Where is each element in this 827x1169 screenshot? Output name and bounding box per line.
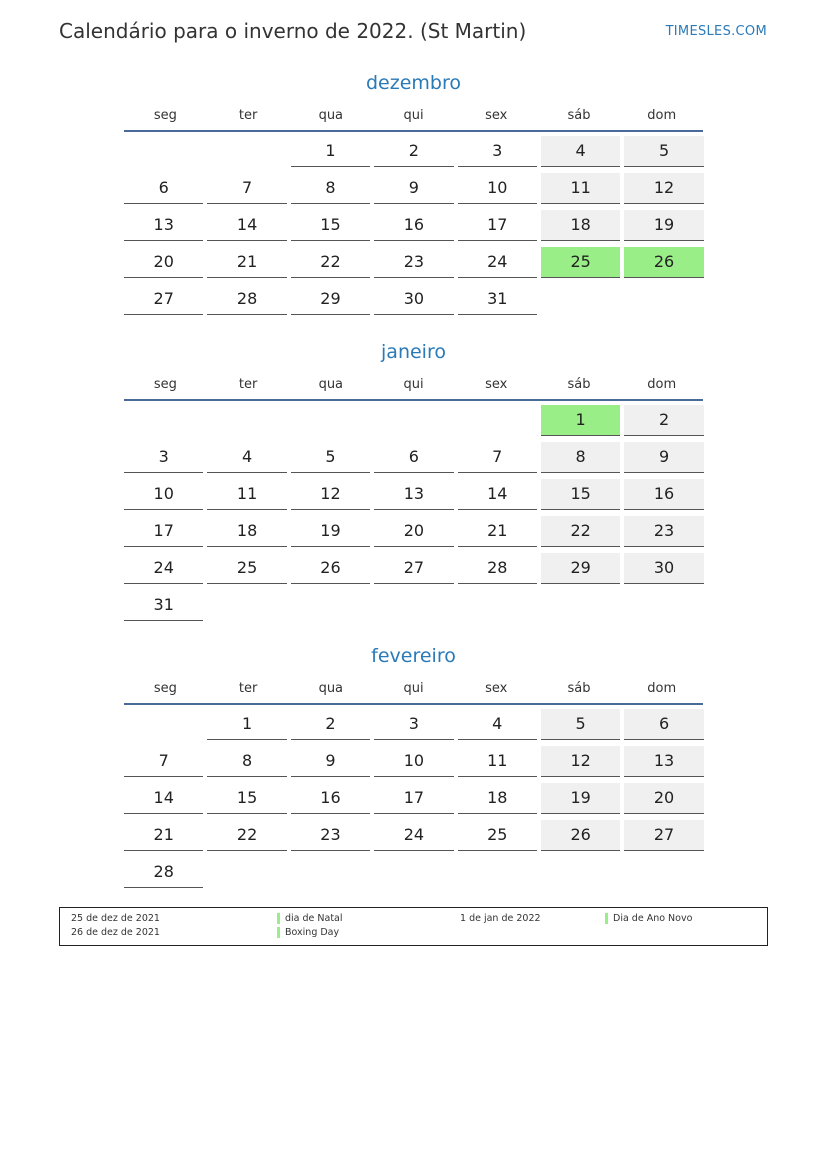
day-cell: 3 (124, 442, 203, 473)
legend-date: 1 de jan de 2022 (460, 913, 541, 924)
day-cell: 2 (291, 709, 370, 740)
day-cell: 22 (291, 247, 370, 278)
holiday-color-mark (277, 913, 280, 924)
day-cell: 16 (291, 783, 370, 814)
day-cell: 29 (291, 284, 370, 315)
day-cell: 13 (624, 746, 703, 777)
month-january (124, 337, 703, 621)
weekday-label: sex (485, 376, 508, 392)
weekday-label: qua (318, 107, 344, 123)
empty-cell (291, 405, 370, 435)
empty-cell (458, 405, 537, 435)
day-cell: 15 (207, 783, 286, 814)
day-cell: 11 (541, 173, 620, 204)
month-february (124, 641, 703, 888)
day-cell: 12 (541, 746, 620, 777)
day-cell: 23 (624, 516, 703, 547)
legend-date: 25 de dez de 2021 (71, 913, 160, 924)
day-cell: 4 (458, 709, 537, 740)
day-cell: 12 (624, 173, 703, 204)
weekday-label: qua (318, 376, 344, 392)
day-cell: 25 (207, 553, 286, 584)
weekday-header (124, 100, 703, 132)
day-cell: 8 (207, 746, 286, 777)
day-cell: 22 (541, 516, 620, 547)
day-cell: 31 (458, 284, 537, 315)
day-cell: 1 (291, 136, 370, 167)
day-cell: 21 (458, 516, 537, 547)
weekday-label: qui (403, 680, 424, 696)
weekday-label: sex (485, 680, 508, 696)
weekday-label: seg (153, 107, 177, 123)
weekday-header (124, 673, 703, 705)
legend-date: 26 de dez de 2021 (71, 927, 160, 938)
weekday-label: sáb (567, 376, 591, 392)
holiday-color-mark (277, 927, 280, 938)
day-cell: 15 (541, 479, 620, 510)
day-cell: 10 (124, 479, 203, 510)
legend-holiday-name: dia de Natal (285, 913, 343, 924)
weekday-label: sáb (567, 107, 591, 123)
day-cell: 16 (374, 210, 453, 241)
day-cell: 1 (541, 405, 620, 436)
page-title: Calendário para o inverno de 2022. (St Martin) (59, 19, 527, 43)
day-cell: 29 (541, 553, 620, 584)
legend-holiday-name: Dia de Ano Novo (613, 913, 693, 924)
weekday-label: ter (238, 107, 258, 123)
day-cell: 17 (124, 516, 203, 547)
day-grid (124, 405, 703, 621)
day-cell: 26 (291, 553, 370, 584)
weekday-label: dom (647, 376, 677, 392)
day-cell: 3 (374, 709, 453, 740)
day-cell: 22 (207, 820, 286, 851)
empty-cell (124, 405, 203, 435)
day-cell: 6 (374, 442, 453, 473)
empty-cell (207, 136, 286, 166)
day-cell: 13 (374, 479, 453, 510)
day-cell: 30 (624, 553, 703, 584)
day-cell: 9 (374, 173, 453, 204)
day-cell: 23 (291, 820, 370, 851)
day-cell: 8 (291, 173, 370, 204)
day-cell: 7 (207, 173, 286, 204)
day-cell: 11 (207, 479, 286, 510)
day-cell: 28 (458, 553, 537, 584)
day-cell: 10 (374, 746, 453, 777)
day-cell: 21 (124, 820, 203, 851)
day-cell: 27 (124, 284, 203, 315)
weekday-label: seg (153, 376, 177, 392)
day-cell: 17 (458, 210, 537, 241)
day-cell: 1 (207, 709, 286, 740)
weekday-label: sáb (567, 680, 591, 696)
month-name: dezembro (366, 72, 461, 94)
day-grid (124, 709, 703, 888)
weekday-label: qui (403, 376, 424, 392)
month-name: janeiro (381, 341, 446, 363)
day-cell: 18 (207, 516, 286, 547)
day-cell: 16 (624, 479, 703, 510)
day-cell: 19 (541, 783, 620, 814)
weekday-label: qui (403, 107, 424, 123)
day-cell: 4 (207, 442, 286, 473)
day-cell: 17 (374, 783, 453, 814)
day-cell: 4 (541, 136, 620, 167)
day-cell: 26 (541, 820, 620, 851)
weekday-label: ter (238, 376, 258, 392)
weekday-label: ter (238, 680, 258, 696)
day-cell: 23 (374, 247, 453, 278)
brand-link[interactable]: TIMESLES.COM (665, 24, 767, 39)
day-cell: 6 (124, 173, 203, 204)
weekday-label: dom (647, 107, 677, 123)
day-cell: 20 (124, 247, 203, 278)
day-cell: 2 (374, 136, 453, 167)
weekday-label: seg (153, 680, 177, 696)
day-cell: 11 (458, 746, 537, 777)
month-name: fevereiro (371, 645, 456, 667)
day-cell: 15 (291, 210, 370, 241)
day-cell: 19 (291, 516, 370, 547)
day-cell: 10 (458, 173, 537, 204)
day-cell: 21 (207, 247, 286, 278)
day-cell: 20 (374, 516, 453, 547)
legend-holiday-name: Boxing Day (285, 927, 340, 938)
day-cell: 7 (124, 746, 203, 777)
day-cell: 26 (624, 247, 703, 278)
day-cell: 7 (458, 442, 537, 473)
day-cell: 27 (624, 820, 703, 851)
day-cell: 18 (458, 783, 537, 814)
day-cell: 28 (124, 857, 203, 888)
day-cell: 25 (541, 247, 620, 278)
day-cell: 30 (374, 284, 453, 315)
holiday-color-mark (605, 913, 608, 924)
day-cell: 18 (541, 210, 620, 241)
empty-cell (124, 136, 203, 166)
day-cell: 25 (458, 820, 537, 851)
day-cell: 24 (124, 553, 203, 584)
day-cell: 28 (207, 284, 286, 315)
day-cell: 6 (624, 709, 703, 740)
day-cell: 14 (124, 783, 203, 814)
month-december (124, 68, 703, 315)
weekday-label: sex (485, 107, 508, 123)
day-cell: 31 (124, 590, 203, 621)
weekday-label: qua (318, 680, 344, 696)
day-cell: 19 (624, 210, 703, 241)
empty-cell (207, 405, 286, 435)
day-cell: 14 (458, 479, 537, 510)
day-cell: 8 (541, 442, 620, 473)
day-cell: 27 (374, 553, 453, 584)
day-grid (124, 136, 703, 315)
empty-cell (124, 709, 203, 739)
empty-cell (374, 405, 453, 435)
day-cell: 9 (624, 442, 703, 473)
holiday-legend (59, 907, 768, 946)
day-cell: 2 (624, 405, 703, 436)
day-cell: 20 (624, 783, 703, 814)
day-cell: 5 (541, 709, 620, 740)
weekday-header (124, 369, 703, 401)
day-cell: 13 (124, 210, 203, 241)
day-cell: 5 (624, 136, 703, 167)
day-cell: 3 (458, 136, 537, 167)
day-cell: 24 (458, 247, 537, 278)
day-cell: 9 (291, 746, 370, 777)
day-cell: 24 (374, 820, 453, 851)
weekday-label: dom (647, 680, 677, 696)
day-cell: 5 (291, 442, 370, 473)
day-cell: 14 (207, 210, 286, 241)
day-cell: 12 (291, 479, 370, 510)
